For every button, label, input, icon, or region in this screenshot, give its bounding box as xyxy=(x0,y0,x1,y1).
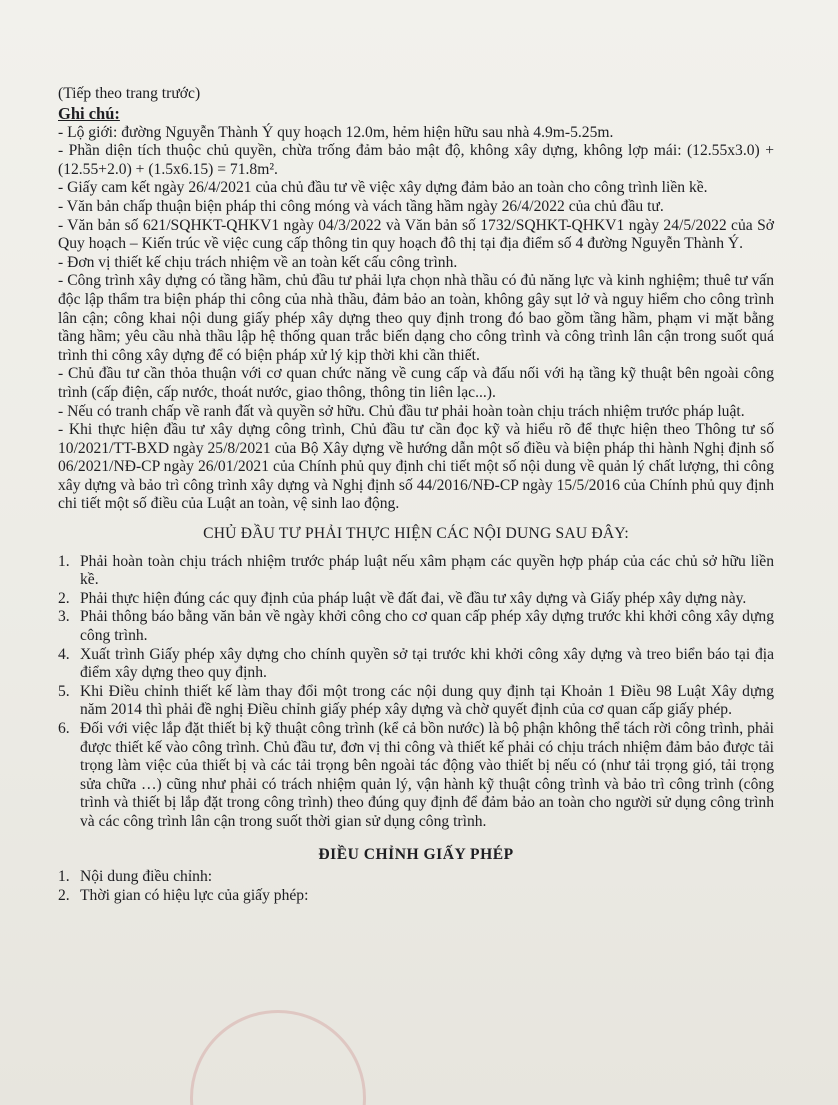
note-item: - Chủ đầu tư cần thỏa thuận với cơ quan chức năng về cung cấp và đấu nối với hạ tầng kỹ thuật bên ngoài công trình (cấp điện, cấp nước, thoát nước, giao thông, thông tin liên lạc...). xyxy=(58,365,774,401)
adjust-text: Nội dung điều chỉnh: xyxy=(80,868,213,886)
obligation-number: 3. xyxy=(58,608,70,626)
note-item: - Văn bản số 621/SQHKT-QHKV1 ngày 04/3/2022 và Văn bản số 1732/SQHKT-QHKV1 ngày 24/5/2022 của Sở Quy hoạch – Kiến trúc về việc cung cấp thông tin quy hoạch đô thị tại địa điểm số 4 đường Nguyễn Thành Ý. xyxy=(58,216,774,253)
obligation-item xyxy=(58,683,774,720)
obligation-text: Phải thực hiện đúng các quy định của pháp luật về đất đai, về đầu tư xây dựng và Giấy phép xây dựng này. xyxy=(80,589,747,607)
note-item: - Lộ giới: đường Nguyễn Thành Ý quy hoạch 12.0m, hẻm hiện hữu sau nhà 4.9m-5.25m. xyxy=(58,123,614,141)
obligation-item xyxy=(58,646,774,683)
obligation-number: 6. xyxy=(58,720,70,737)
notes-heading: Ghi chú: xyxy=(58,103,120,123)
obligations-list xyxy=(58,553,774,832)
obligation-text: Đối với việc lắp đặt thiết bị kỹ thuật công trình (kể cả bồn nước) là bộ phận không thể tách rời công trình, phải được thiết kế vào công trình. Chủ đầu tư, đơn vị thi công và thiết kế phải có chịu trách nhiệm đảm bảo được tải trọng làm việc của thiết bị và các tải trọng bên ngoài tác động vào thiết bị nếu có (như tải trọng gió, tải trọng sửa chữa …) cũng như phải có trách nhiệm quản lý, vận hành kỹ thuật công trình và bảo trì công trình (công trình và thiết bị lắp đặt trong công trình) theo đúng quy định để đảm bảo an toàn cho người sử dụng công trình và các công trình lân cận trong suốt thời gian sử dụng công trình. xyxy=(80,720,774,830)
obligation-number: 5. xyxy=(58,682,70,700)
obligation-number: 1. xyxy=(58,552,70,570)
note-item: - Văn bản chấp thuận biện pháp thi công móng và vách tầng hầm ngày 26/4/2022 của chủ đầu tư. xyxy=(58,197,664,215)
note-item: - Nếu có tranh chấp về ranh đất và quyền sở hữu. Chủ đầu tư phải hoàn toàn chịu trách nhiệm trước pháp luật. xyxy=(58,402,745,420)
obligations-heading: CHỦ ĐẦU TƯ PHẢI THỰC HIỆN CÁC NỘI DUNG SAU ĐÂY: xyxy=(203,525,629,543)
adjust-number: 1. xyxy=(58,868,70,886)
adjust-item xyxy=(58,887,774,906)
adjust-number: 2. xyxy=(58,886,70,904)
continued-label: (Tiếp theo trang trước) xyxy=(58,85,201,102)
seal-stamp xyxy=(190,1010,366,1105)
obligation-text: Khi Điều chỉnh thiết kế làm thay đổi một trong các nội dung quy định tại Khoản 1 Điều 98 Luật Xây dựng năm 2014 thì phải đề nghị Điều chỉnh giấy phép xây dựng và chờ quyết định của cơ quan cấp giấy phép. xyxy=(80,682,774,719)
adjust-item xyxy=(58,868,774,887)
note-item: - Phần diện tích thuộc chủ quyền, chừa trống đảm bảo mật độ, không xây dựng, không lợp mái: (12.55x3.0) + (12.55+2.0) + (1.5x6.15) = 71.8m². xyxy=(58,142,774,178)
note-item: - Đơn vị thiết kế chịu trách nhiệm về an toàn kết cấu công trình. xyxy=(58,253,458,271)
obligation-item xyxy=(58,608,774,645)
obligation-number: 4. xyxy=(58,645,70,663)
obligation-item xyxy=(58,553,774,590)
obligation-number: 2. xyxy=(58,589,70,607)
note-item: - Khi thực hiện đầu tư xây dựng công trình, Chủ đầu tư cần đọc kỹ và hiểu rõ để thực hiện theo Thông tư số 10/2021/TT-BXD ngày 25/8/2021 của Bộ Xây dựng về hướng dẫn một số điều và biện pháp thi hành Nghị định số 06/2021/NĐ-CP ngày 26/01/2021 của Chính phủ quy định chi tiết một số nội dung về quản lý chất lượng, thi công xây dựng và bảo trì công trình xây dựng và Nghị định số 44/2016/NĐ-CP ngày 15/5/2016 của Chính phủ quy định chi tiết một số điều của Luật an toàn, vệ sinh lao động. xyxy=(58,421,774,513)
adjust-heading: ĐIỀU CHỈNH GIẤY PHÉP xyxy=(318,845,514,863)
note-item: - Giấy cam kết ngày 26/4/2021 của chủ đầu tư về việc xây dựng đảm bảo an toàn cho công trình liền kề. xyxy=(58,179,708,197)
obligation-item xyxy=(58,720,774,832)
notes-list xyxy=(58,124,774,514)
adjust-text: Thời gian có hiệu lực của giấy phép: xyxy=(80,886,309,904)
adjust-list xyxy=(58,868,774,905)
obligation-text: Phải thông báo bằng văn bản về ngày khởi công cho cơ quan cấp phép xây dựng trước khi khởi công xây dựng công trình. xyxy=(80,608,774,645)
obligation-text: Xuất trình Giấy phép xây dựng cho chính quyền sở tại trước khi khởi công xây dựng và treo biển báo tại địa điểm xây dựng theo quy định. xyxy=(80,645,774,682)
document-body xyxy=(58,85,774,905)
obligation-text: Phải hoàn toàn chịu trách nhiệm trước pháp luật nếu xâm phạm các quyền hợp pháp của các chủ sở hữu liền kề. xyxy=(80,552,774,589)
note-item: - Công trình xây dựng có tầng hầm, chủ đầu tư phải lựa chọn nhà thầu có đủ năng lực và kinh nghiệm; thuê tư vấn độc lập thẩm tra biện pháp thi công của nhà thầu, đảm bảo an toàn, không gây sụt lở và nguy hiểm cho công trình lân cận; công khai nội dung giấy phép xây dựng theo quy định trong đó bao gồm tầng hầm, phạm vi mặt bằng tầng hầm; yêu cầu nhà thầu lập hệ thống quan trắc biến dạng cho công trình và công trình lân cận trong suốt quá trình thi công xây dựng để có biện pháp xử lý kịp thời khi cần thiết. xyxy=(58,272,774,364)
obligation-item xyxy=(58,590,774,609)
